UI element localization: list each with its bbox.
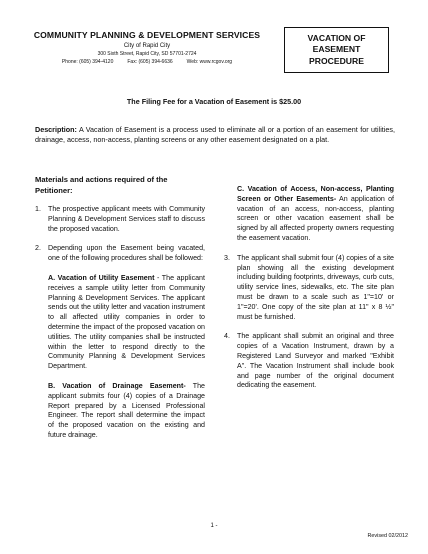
- item-text: The applicant shall submit an original and three copies of a Vacation Instrument, drawn by a Registered Land Surveyor and marked "Exhibit A". The Vacation Instrument shall include book and page number of the original document dedicating the easement.: [237, 332, 394, 390]
- list-item-3: [224, 254, 394, 323]
- subsection-c-text: An application of vacation of an access, non-access, planting screen or other vacation easement shall be signed by all affected property owners requesting the easement vacation.: [237, 194, 394, 242]
- revision-date: Revised 02/2012: [367, 533, 408, 539]
- phone-number: Phone: (605) 394-4120: [61, 59, 114, 65]
- city-name: City of Rapid City: [123, 43, 171, 49]
- list-item-1: [35, 205, 205, 234]
- title-line-3: PROCEDURE: [309, 55, 364, 66]
- organization-name: COMMUNITY PLANNING & DEVELOPMENT SERVICES: [33, 30, 261, 40]
- item-text: The prospective applicant meets with Community Planning & Development Services staff to discuss the proposed vacation.: [48, 205, 205, 233]
- list-item-4: [224, 332, 394, 391]
- left-column: [35, 175, 205, 441]
- description-label: Description:: [35, 125, 77, 134]
- website: Web: www.rcgov.org: [186, 59, 233, 65]
- item-text: Depending upon the Easement being vacated, one of the following procedures shall be followed:: [48, 244, 205, 263]
- item-number: 1.: [35, 205, 41, 213]
- subsection-b-heading: B. Vacation of Drainage Easement-: [48, 381, 186, 390]
- contact-line: [16, 59, 278, 65]
- subsection-b: [48, 382, 205, 441]
- title-line-2: EASEMENT: [312, 44, 361, 55]
- right-column: [224, 185, 394, 391]
- materials-heading: Materials and actions required of the Petitioner:: [35, 175, 168, 195]
- item-text: The applicant shall submit four (4) copies of a site plan showing all the existing development including building footprints, driveways, curb cuts, utility service lines, sidewalks, etc. The site plan must be drawn to a scale such as 1"=10' or 1"=20'. One copy of the site plan at 11" x 8 ½" must be furnished.: [237, 253, 394, 321]
- description-text: A Vacation of Easement is a process used to eliminate all or a portion of an easement for utilities, drainage, access, non-access, planting screens or any other easement designated on a plat.: [35, 125, 395, 144]
- title-line-1: VACATION OF: [307, 32, 366, 43]
- subsection-b-text: The applicant submits four (4) copies of a Drainage Report prepared by a Licensed Professional Engineer. The report shall determine the impact of the proposed vacation on the existing and future drainage.: [48, 381, 205, 439]
- page-number: 1 -: [210, 523, 218, 529]
- description-paragraph: [35, 125, 395, 145]
- subsection-c-heading: C. Vacation of Access, Non-access, Planting Screen or Other Easements-: [237, 185, 394, 203]
- letterhead: [16, 30, 278, 65]
- filing-fee: The Filing Fee for a Vacation of Easement is $25.00: [126, 97, 302, 106]
- document-title-box: [284, 27, 389, 73]
- subsection-a: [48, 274, 205, 372]
- item-number: 2.: [35, 244, 41, 253]
- item-number: 4.: [224, 332, 230, 341]
- subsection-c: [237, 185, 394, 244]
- item-number: 3.: [224, 253, 230, 262]
- subsection-a-heading: A. Vacation of Utility Easement: [48, 273, 155, 282]
- office-address: 300 Sixth Street, Rapid City, SD 57701-2724: [97, 51, 197, 57]
- subsection-a-text: - The applicant receives a sample utility letter from Community Planning & Development Services. The applicant sends out the utility letter and vacation instrument to all affected utility companies in order to determine the impact of the proposed vacation on utilities. The utility companies shall be instructed within the letter to respond directly to the Community Planning & Development Services Department.: [48, 273, 205, 371]
- list-item-2: [35, 244, 205, 264]
- fax-number: Fax: (605) 394-6636: [127, 59, 173, 65]
